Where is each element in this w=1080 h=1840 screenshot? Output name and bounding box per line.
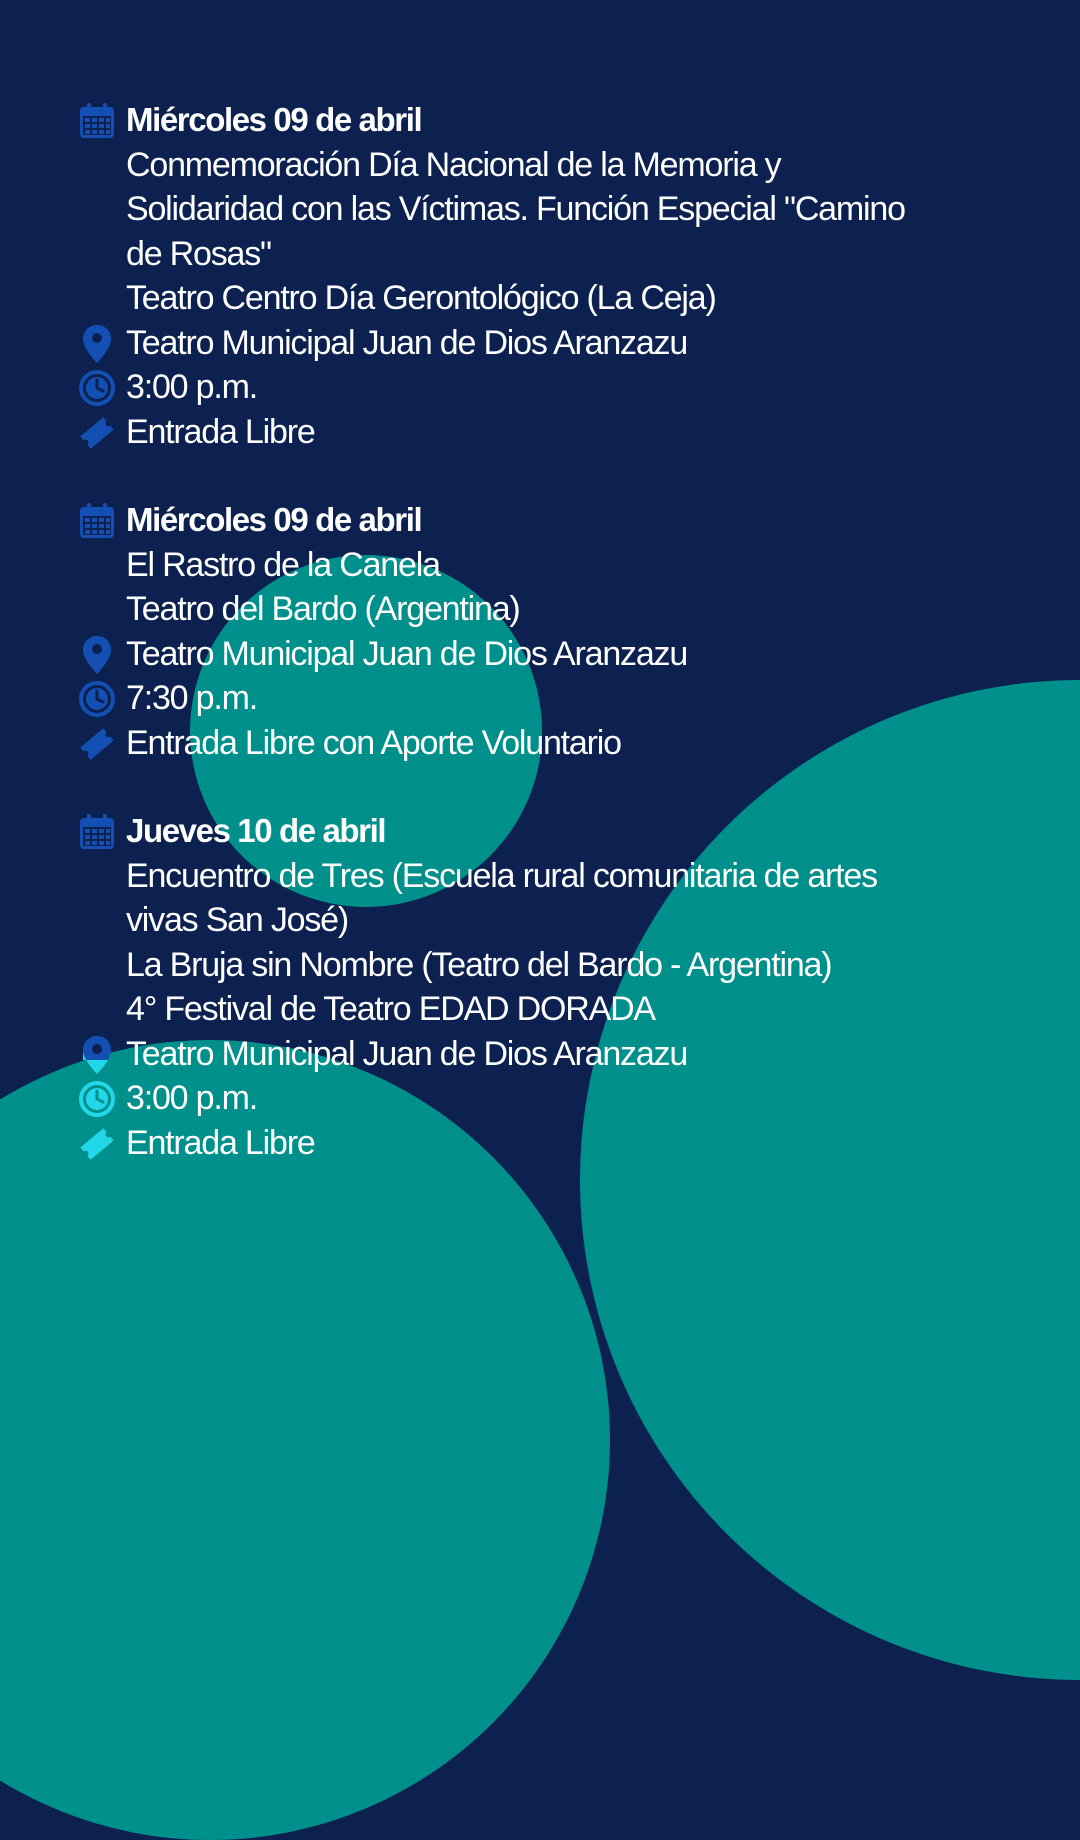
event-card-1 [76, 98, 936, 454]
event-time: 3:00 p.m. [126, 1079, 257, 1117]
event-date-line [76, 98, 936, 143]
calendar-icon [76, 100, 118, 142]
event-time-line [76, 1076, 936, 1121]
event-date-line [76, 809, 936, 854]
event-venue: Teatro Municipal Juan de Dios Aranzazu [126, 634, 688, 673]
event-title-line: Solidaridad con las Víctimas. Función Especial "Camino [126, 190, 905, 228]
event-company: Teatro Centro Día Gerontológico (La Ceja) [126, 279, 716, 317]
location-pin-icon [76, 634, 118, 676]
ticket-icon [76, 412, 118, 454]
event-title-line: Conmemoración Día Nacional de la Memoria y [126, 145, 781, 184]
ticket-icon [76, 1123, 118, 1165]
event-company: 4° Festival de Teatro EDAD DORADA [126, 990, 655, 1028]
event-title-line: La Bruja sin Nombre (Teatro del Bardo - Argentina) [126, 945, 832, 984]
location-pin-icon [76, 1034, 118, 1076]
event-entry-line [76, 1121, 936, 1166]
event-time: 7:30 p.m. [126, 679, 257, 717]
event-title-line: de Rosas" [126, 234, 271, 273]
event-entry-line [76, 721, 936, 766]
event-venue-line [76, 321, 936, 366]
event-entry-line [76, 410, 936, 455]
event-date: Miércoles 09 de abril [126, 501, 422, 538]
event-venue-line [76, 1032, 936, 1077]
event-title-line: vivas San José) [126, 901, 348, 939]
event-date: Jueves 10 de abril [126, 812, 386, 849]
event-entry: Entrada Libre [126, 1123, 315, 1162]
event-time-line [76, 676, 936, 721]
event-time-line [76, 365, 936, 410]
event-entry: Entrada Libre con Aporte Voluntario [126, 723, 621, 762]
event-date: Miércoles 09 de abril [126, 101, 422, 138]
clock-icon [76, 678, 118, 720]
clock-icon [76, 1078, 118, 1120]
event-card-2 [76, 498, 936, 765]
ticket-icon [76, 723, 118, 765]
location-pin-icon [76, 323, 118, 365]
calendar-icon [76, 811, 118, 853]
event-card-3 [76, 809, 936, 1165]
event-entry: Entrada Libre [126, 412, 315, 451]
event-venue: Teatro Municipal Juan de Dios Aranzazu [126, 323, 688, 362]
event-venue: Teatro Municipal Juan de Dios Aranzazu [126, 1034, 688, 1073]
calendar-icon [76, 500, 118, 542]
event-title-line: El Rastro de la Canela [126, 545, 440, 584]
event-time: 3:00 p.m. [126, 368, 257, 406]
event-title-line: Encuentro de Tres (Escuela rural comunitaria de artes [126, 856, 877, 895]
event-date-line [76, 498, 936, 543]
clock-icon [76, 367, 118, 409]
event-venue-line [76, 632, 936, 677]
event-company: Teatro del Bardo (Argentina) [126, 590, 520, 628]
